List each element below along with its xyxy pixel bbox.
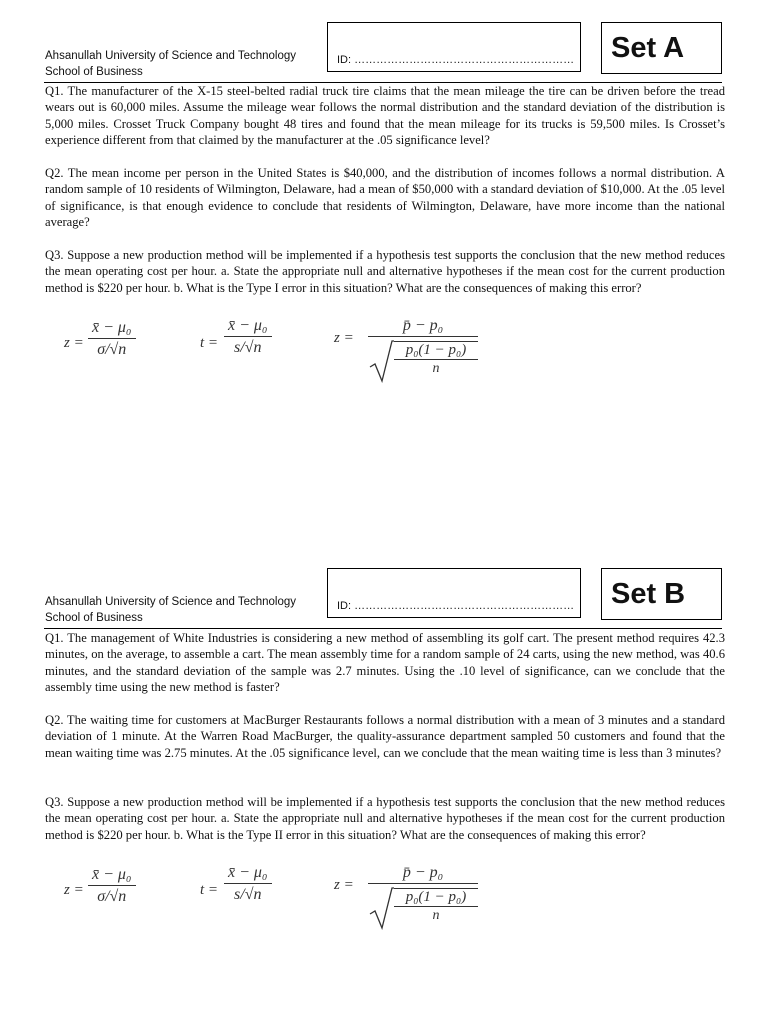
z-formula-denominator: σ/√n (97, 888, 127, 905)
question-1: Q1. The manufacturer of the X-15 steel-belted radial truck tire claims that the mean mileage the tire can be driven before the tread wears out is 60,000 miles. Assume the mileage wear follows the normal distribution and the standard deviation of the distribution is 5,000 miles. Crosset Truck Company bought 48 tires and found that the mean mileage for its trucks is 59,500 miles. Is Crosset’s experience different from that claimed by the manufacturer at the .05 significance level? (45, 84, 725, 147)
set-label: Set A (611, 32, 685, 64)
id-label: ID: …………………………………………………… (337, 54, 575, 66)
p-formula-den-top: p₀(1 − p₀) (394, 889, 478, 907)
sqrt-icon (368, 339, 394, 383)
school-name: School of Business (45, 66, 143, 78)
p-formula-lhs: z = (334, 330, 354, 346)
z-formula-lhs: z = (64, 882, 84, 898)
t-formula-denominator: s/√n (234, 886, 262, 903)
z-formula-numerator: x̄ − μ₀ (88, 865, 136, 886)
z-formula-fraction (88, 318, 136, 360)
t-formula-numerator: x̄ − μ₀ (224, 863, 272, 884)
p-formula-lhs: z = (334, 877, 354, 893)
question-1: Q1. The management of White Industries is considering a new method of assembling its golf cart. The present method requires 42.3 minutes, on the average, to assemble a cart. The mean assembly time for a random sample of 24 carts, using the new method, was 40.6 minutes, and the standard deviation of the sample was 2.7 minutes. Using the .10 level of significance, can we conclude that the assembly time using the new method is faster? (45, 631, 725, 694)
z-formula-fraction (88, 865, 136, 907)
t-formula-fraction (224, 863, 272, 905)
id-label: ID: …………………………………………………… (337, 600, 575, 612)
id-box[interactable] (327, 22, 581, 72)
set-label: Set B (611, 578, 686, 610)
header-institution (45, 48, 296, 80)
t-formula-lhs: t = (200, 335, 219, 351)
p-formula-den-top: p₀(1 − p₀) (394, 342, 478, 360)
question-2: Q2. The mean income per person in the United States is $40,000, and the distribution of incomes follows a normal distribution. A random sample of 10 residents of Wilmington, Delaware, had a mean of $50,000 with a standard deviation of $10,000. At the .05 level of significance, is that enough evidence to conclude that residents of Wilmington, Delaware, have more income than the national average? (45, 166, 725, 229)
p-formula-fraction (368, 863, 478, 928)
t-formula-denominator: s/√n (234, 339, 262, 356)
university-name: Ahsanullah University of Science and Technology (45, 50, 297, 62)
question-2: Q2. The waiting time for customers at MacBurger Restaurants follows a normal distribution with a mean of 3 minutes and a standard deviation of 1 minute. At the Warren Road MacBurger, the quality-assurance department sampled 50 customers and found that the mean waiting time was 2.75 minutes. At the .05 significance level, can we conclude that the mean waiting time is less than 3 minutes? (45, 713, 725, 760)
sqrt-icon (368, 886, 394, 930)
z-formula-numerator: x̄ − μ₀ (88, 318, 136, 339)
id-box[interactable] (327, 568, 581, 618)
t-formula-lhs: t = (200, 882, 219, 898)
set-label-box (601, 22, 722, 74)
question-3: Q3. Suppose a new production method will be implemented if a hypothesis test supports the conclusion that the new method reduces the mean operating cost per hour. a. State the appropriate null and alternative hypotheses if the mean cost for the current production method is $220 per hour. b. What is the Type II error in this situation? What are the consequences of making this error? (45, 795, 725, 842)
p-formula-den-bottom: n (432, 908, 440, 923)
z-formula-denominator: σ/√n (97, 341, 127, 358)
p-formula-fraction (368, 316, 478, 381)
header-divider (44, 628, 722, 629)
t-formula-numerator: x̄ − μ₀ (224, 316, 272, 337)
set-label-box (601, 568, 722, 620)
formula-block (0, 863, 768, 933)
p-formula-numerator: p̄ − p₀ (368, 316, 478, 337)
school-name: School of Business (45, 612, 143, 624)
t-formula-fraction (224, 316, 272, 358)
header-institution (45, 594, 296, 626)
z-formula-lhs: z = (64, 335, 84, 351)
formula-block (0, 316, 768, 386)
p-formula-numerator: p̄ − p₀ (368, 863, 478, 884)
p-formula-denominator (368, 884, 478, 928)
university-name: Ahsanullah University of Science and Technology (45, 596, 297, 608)
p-formula-den-bottom: n (432, 361, 440, 376)
question-3: Q3. Suppose a new production method will be implemented if a hypothesis test supports the conclusion that the new method reduces the mean operating cost per hour. a. State the appropriate null and alternative hypotheses if the mean cost for the current production method is $220 per hour. b. What is the Type I error in this situation? What are the consequences of making this error? (45, 248, 725, 295)
p-formula-denominator (368, 337, 478, 381)
